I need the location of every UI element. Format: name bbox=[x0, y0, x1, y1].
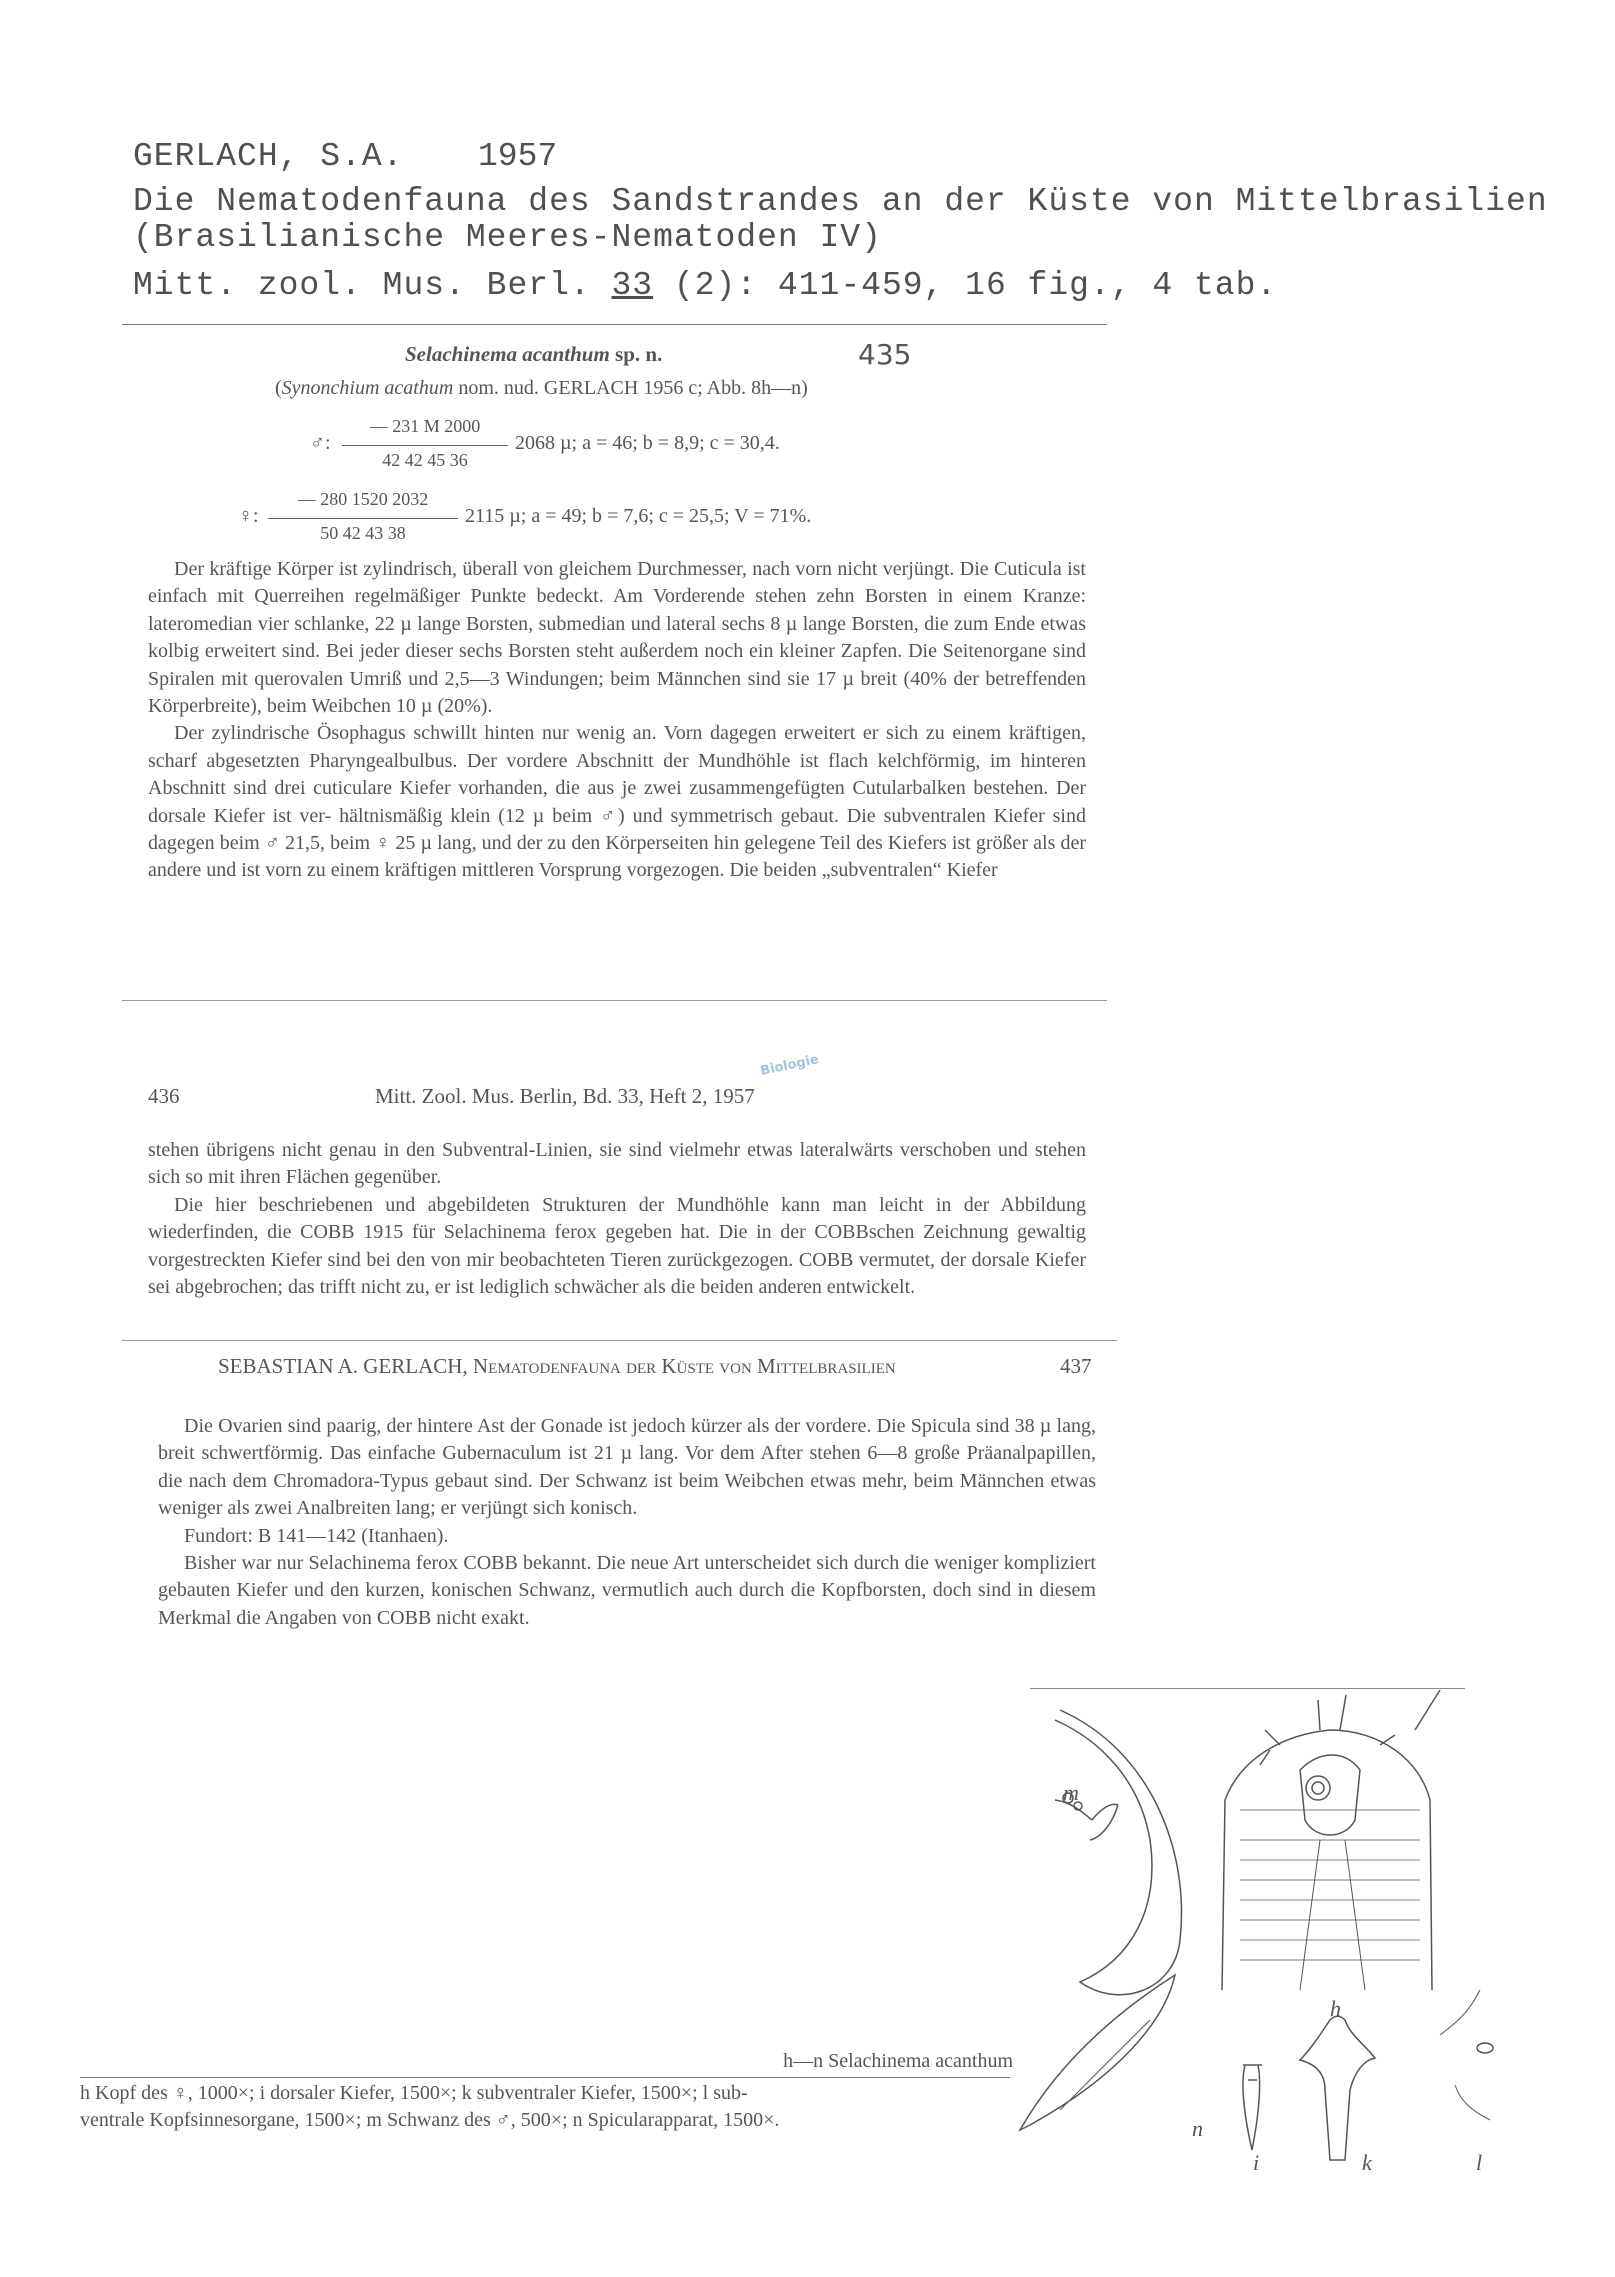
figure-caption bbox=[80, 2080, 1020, 2134]
figure-drawings bbox=[1000, 1690, 1500, 2180]
citation-title-line1: Die Nematodenfauna des Sandstrandes an der Küste von Mittelbrasilien bbox=[133, 183, 1548, 220]
citation-reference bbox=[133, 267, 1277, 304]
male-formula-bottom: 42 42 45 36 bbox=[382, 450, 468, 470]
citation-year: 1957 bbox=[478, 138, 558, 175]
page436-number: 436 bbox=[148, 1084, 180, 1108]
male-symbol: ♂: bbox=[310, 432, 331, 454]
page437-running-head: SEBASTIAN A. GERLACH, Nematodenfauna der Küste von Mittelbrasilien bbox=[218, 1354, 896, 1378]
drawing-spicula-n bbox=[1020, 1975, 1175, 2130]
species-name: Selachinema acanthum bbox=[405, 342, 610, 366]
citation-volume: 33 bbox=[611, 267, 654, 304]
page437-paragraph-3: Bisher war nur Selachinema ferox COBB bekannt. Die neue Art unterscheidet sich durch die weniger kompliziert gebauten Kiefer und den kurzen, konischen Schwanz, vermutlich auch durch die Kopfborsten, doch sind in diesem Merkmal die Angaben von COBB nicht exakt. bbox=[158, 1552, 1096, 1629]
handwritten-page-number: 435 bbox=[858, 338, 912, 371]
page437-fundort: Fundort: B 141—142 (Itanhaen). bbox=[184, 1524, 449, 1547]
figure-label-k: k bbox=[1362, 2150, 1372, 2175]
citation-pages: (2): 411-459, 16 fig., 4 tab. bbox=[673, 267, 1278, 304]
figure-label-i: i bbox=[1253, 2150, 1260, 2175]
citation-journal: Mitt. zool. Mus. Berl. bbox=[133, 267, 591, 304]
caption-line bbox=[80, 2077, 1010, 2078]
page437-paragraph-1: Die Ovarien sind paarig, der hintere Ast der Gonade ist jedoch kürzer als der vordere. Die Spicula sind 38 µ lang, breit schwertförmig. Das einfache Gubernaculum ist 21 µ lang. Vor dem After stehen 6—8 große Präanalpapillen, die nach dem Chromadora-Typus gebaut sind. Der Schwanz ist beim Weibchen etwas mehr, beim Männchen etwas weniger als zwei Analbreiten lang; er verjüngt sich konisch. bbox=[158, 1415, 1096, 1520]
species-suffix: sp. n. bbox=[615, 342, 663, 366]
figure-caption-title: h—n Selachinema acanthum bbox=[783, 2050, 1013, 2072]
drawing-organ-l bbox=[1440, 1990, 1490, 2120]
female-fraction-line bbox=[268, 518, 458, 519]
figure-caption-line-2: ventrale Kopfsinnesorgane, 1500×; m Schwanz des ♂, 500×; n Spicularapparat, 1500×. bbox=[80, 2109, 780, 2131]
species-title bbox=[405, 342, 662, 367]
page435-paragraph-2: Der zylindrische Ösophagus schwillt hinten nur wenig an. Vorn dagegen erweitert er sich zu einem kräftigen, scharf abgesetzten Pharyngealbulbus. Der vordere Abschnitt der Mundhöhle ist flach kelchförmig, im hinteren Abschnitt sind drei cuticulare Kiefer vorhanden, die aus je zwei zusammengefügten Cutularbalken bestehen. Der dorsale Kiefer ist ver- hältnismäßig klein (12 µ beim ♂) und symmetrisch gebaut. Die subventralen Kiefer sind dagegen beim ♂ 21,5, beim ♀ 25 µ lang, und der zu den Körperseiten hin gelegene Teil des Kiefers ist größer als der andere und ist vorn zu einem kräftigen mittleren Vorsprung vorgezogen. Die beiden „subventralen“ Kiefer bbox=[148, 722, 1086, 882]
synonym-name: Synonchium acathum bbox=[281, 377, 454, 399]
drawing-jaw-i bbox=[1243, 2065, 1262, 2150]
figure-label-m: m bbox=[1063, 1780, 1079, 1805]
male-formula-values: 2068 µ; a = 46; b = 8,9; c = 30,4. bbox=[515, 432, 780, 454]
figure-top-line bbox=[1030, 1688, 1465, 1689]
header-divider bbox=[122, 324, 1107, 325]
female-formula-values: 2115 µ; a = 49; b = 7,6; c = 25,5; V = 71%. bbox=[465, 505, 812, 527]
male-fraction-line bbox=[342, 445, 508, 446]
drawing-tail-m bbox=[1055, 1710, 1182, 1995]
species-synonym: (Synonchium acathum nom. nud. GERLACH 1956 c; Abb. 8h—n) bbox=[275, 377, 808, 399]
figure-caption-line-1: h Kopf des ♀, 1000×; i dorsaler Kiefer, 1500×; k subventraler Kiefer, 1500×; l sub- bbox=[80, 2082, 748, 2104]
page437-number: 437 bbox=[1060, 1354, 1092, 1378]
page436-body bbox=[148, 1137, 1086, 1301]
page436-running-head: Mitt. Zool. Mus. Berlin, Bd. 33, Heft 2, 1957 bbox=[375, 1084, 755, 1108]
page435-paragraph-1: Der kräftige Körper ist zylindrisch, überall von gleichem Durchmesser, nach vorn nicht verjüngt. Die Cuticula ist einfach mit Querreihen regelmäßiger Punkte bedeckt. Am Vorderende stehen zehn Borsten in einem Kranze: lateromedian vier schlanke, 22 µ lange Borsten, submedian und lateral sechs 8 µ lange Borsten, die zum Ende etwas kolbig erweitert sind. Bei jeder dieser sechs Borsten steht außerdem noch ein kleiner Zapfen. Die Seitenorgane sind Spiralen mit querovalen Umriß und 2,5—3 Windungen; beim Männchen sind sie 17 µ breit (40% der betreffenden Körperbreite), beim Weibchen 10 µ (20%). bbox=[148, 558, 1086, 718]
citation-author: GERLACH, S.A. bbox=[133, 138, 404, 175]
figure-label-l: l bbox=[1476, 2150, 1483, 2175]
synonym-rest: nom. nud. GERLACH 1956 c; Abb. 8h—n) bbox=[458, 377, 808, 399]
watermark-text: Biologie bbox=[759, 1052, 821, 1079]
female-formula-top: — 280 1520 2032 bbox=[297, 489, 429, 509]
page437-body bbox=[158, 1413, 1096, 1632]
page436-paragraph-1: stehen übrigens nicht genau in den Subventral-Linien, sie sind vielmehr etwas lateralwärts verschoben und stehen sich so mit ihren Flächen gegenüber. bbox=[148, 1139, 1086, 1189]
figure-label-n: n bbox=[1192, 2116, 1203, 2141]
drawing-jaw-k bbox=[1300, 2016, 1375, 2160]
page436-paragraph-2: Die hier beschriebenen und abgebildeten Strukturen der Mundhöhle kann man leicht in der Abbildung wiederfinden, die COBB 1915 für Selachinema ferox gegeben hat. Die in der COBBschen Zeichnung gewaltig vorgestreckten Kiefer sind bei den von mir beobachteten Tieren zurückgezogen. COBB vermutet, der dorsale Kiefer sei abgebrochen; das trifft nicht zu, er ist lediglich schwächer als die beiden anderen entwickelt. bbox=[148, 1193, 1086, 1299]
female-formula-bottom: 50 42 43 38 bbox=[320, 523, 406, 543]
female-symbol: ♀: bbox=[238, 505, 259, 527]
page435-body bbox=[148, 556, 1086, 885]
citation-title-line2: (Brasilianische Meeres-Nematoden IV) bbox=[133, 219, 882, 256]
page-cut-divider bbox=[122, 1000, 1107, 1001]
page-cut-divider-2 bbox=[122, 1340, 1117, 1341]
male-formula-top: — 231 M 2000 bbox=[369, 416, 481, 436]
figure-label-h: h bbox=[1330, 1996, 1341, 2021]
